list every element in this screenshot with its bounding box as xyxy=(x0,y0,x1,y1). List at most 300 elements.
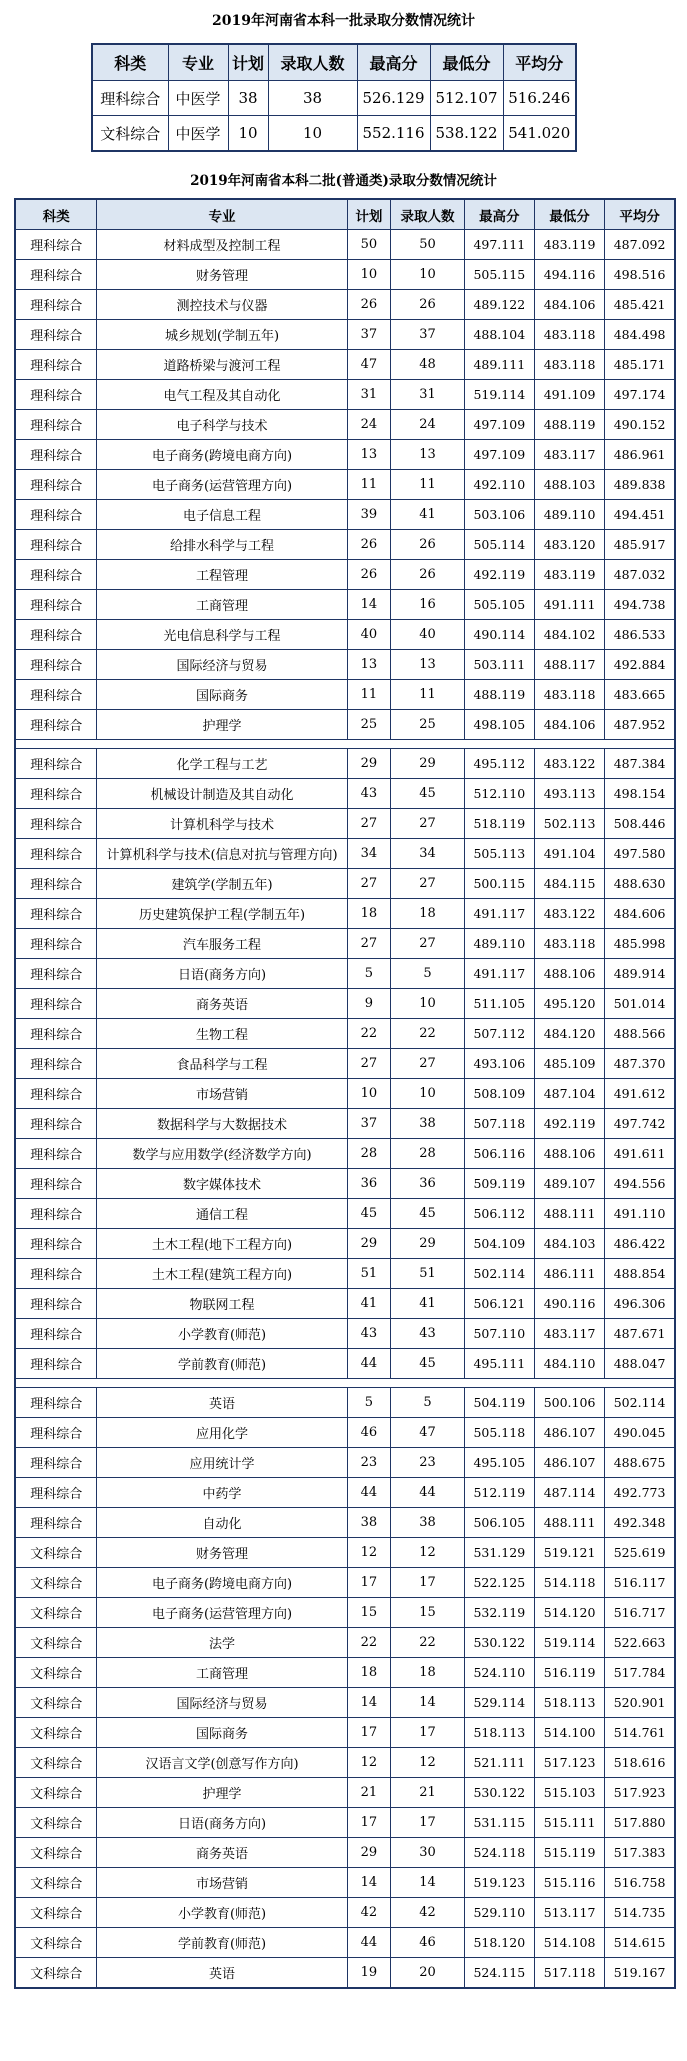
separator-cell xyxy=(15,1379,675,1388)
cell-plan: 12 xyxy=(347,1538,391,1568)
header-min: 最低分 xyxy=(430,44,503,81)
table-row xyxy=(15,1229,675,1259)
cell-min-score: 495.120 xyxy=(534,989,604,1019)
cell-major: 土木工程(地下工程方向) xyxy=(97,1229,347,1259)
cell-max-score: 493.106 xyxy=(464,1049,534,1079)
cell-category: 文科综合 xyxy=(15,1658,97,1688)
cell-max-score: 526.129 xyxy=(357,81,430,116)
table-row xyxy=(15,710,675,740)
table-row xyxy=(15,1448,675,1478)
cell-major: 英语 xyxy=(97,1388,347,1418)
cell-category: 理科综合 xyxy=(15,779,97,809)
cell-max-score: 492.110 xyxy=(464,470,534,500)
cell-avg-score: 487.092 xyxy=(605,230,675,260)
cell-plan: 17 xyxy=(347,1718,391,1748)
cell-admitted: 45 xyxy=(391,1199,464,1229)
cell-avg-score: 486.961 xyxy=(605,440,675,470)
cell-admitted: 12 xyxy=(391,1748,464,1778)
cell-admitted: 38 xyxy=(268,81,357,116)
cell-max-score: 507.112 xyxy=(464,1019,534,1049)
cell-avg-score: 485.917 xyxy=(605,530,675,560)
cell-plan: 27 xyxy=(347,929,391,959)
cell-avg-score: 490.045 xyxy=(605,1418,675,1448)
cell-admitted: 43 xyxy=(391,1319,464,1349)
cell-admitted: 38 xyxy=(391,1109,464,1139)
cell-plan: 26 xyxy=(347,530,391,560)
cell-category: 理科综合 xyxy=(15,470,97,500)
table-row xyxy=(15,1259,675,1289)
cell-category: 理科综合 xyxy=(15,440,97,470)
cell-max-score: 531.115 xyxy=(464,1808,534,1838)
cell-avg-score: 485.998 xyxy=(605,929,675,959)
cell-category: 理科综合 xyxy=(15,1448,97,1478)
cell-plan: 25 xyxy=(347,710,391,740)
table-row xyxy=(15,440,675,470)
cell-max-score: 505.115 xyxy=(464,260,534,290)
table-row xyxy=(15,410,675,440)
cell-major: 商务英语 xyxy=(97,989,347,1019)
table-row xyxy=(15,500,675,530)
cell-max-score: 511.105 xyxy=(464,989,534,1019)
cell-admitted: 21 xyxy=(391,1778,464,1808)
cell-max-score: 532.119 xyxy=(464,1598,534,1628)
cell-major: 国际经济与贸易 xyxy=(97,650,347,680)
cell-min-score: 502.113 xyxy=(534,809,604,839)
cell-avg-score: 514.735 xyxy=(605,1898,675,1928)
cell-category: 理科综合 xyxy=(15,320,97,350)
cell-plan: 44 xyxy=(347,1928,391,1958)
cell-plan: 21 xyxy=(347,1778,391,1808)
cell-plan: 47 xyxy=(347,350,391,380)
cell-category: 理科综合 xyxy=(15,380,97,410)
table-row xyxy=(15,1808,675,1838)
cell-category: 文科综合 xyxy=(15,1598,97,1628)
cell-category: 理科综合 xyxy=(15,500,97,530)
cell-max-score: 512.110 xyxy=(464,779,534,809)
cell-category: 理科综合 xyxy=(15,290,97,320)
cell-plan: 41 xyxy=(347,1289,391,1319)
cell-major: 护理学 xyxy=(97,710,347,740)
cell-plan: 38 xyxy=(228,81,268,116)
cell-plan: 43 xyxy=(347,1319,391,1349)
cell-admitted: 10 xyxy=(391,989,464,1019)
cell-major: 英语 xyxy=(97,1958,347,1989)
cell-category: 理科综合 xyxy=(15,839,97,869)
cell-major: 化学工程与工艺 xyxy=(97,749,347,779)
table-row xyxy=(15,1778,675,1808)
cell-category: 文科综合 xyxy=(15,1778,97,1808)
cell-avg-score: 497.580 xyxy=(605,839,675,869)
cell-min-score: 489.107 xyxy=(534,1169,604,1199)
cell-min-score: 486.107 xyxy=(534,1418,604,1448)
cell-category: 理科综合 xyxy=(15,1259,97,1289)
cell-min-score: 488.103 xyxy=(534,470,604,500)
cell-major: 物联网工程 xyxy=(97,1289,347,1319)
cell-avg-score: 516.758 xyxy=(605,1868,675,1898)
cell-min-score: 483.122 xyxy=(534,749,604,779)
table-row xyxy=(15,1199,675,1229)
cell-min-score: 489.110 xyxy=(534,500,604,530)
cell-admitted: 17 xyxy=(391,1568,464,1598)
table-row xyxy=(15,1388,675,1418)
cell-avg-score: 492.773 xyxy=(605,1478,675,1508)
cell-admitted: 27 xyxy=(391,1049,464,1079)
cell-plan: 14 xyxy=(347,590,391,620)
cell-max-score: 508.109 xyxy=(464,1079,534,1109)
cell-min-score: 487.114 xyxy=(534,1478,604,1508)
cell-min-score: 514.120 xyxy=(534,1598,604,1628)
cell-major: 电子信息工程 xyxy=(97,500,347,530)
cell-admitted: 14 xyxy=(391,1868,464,1898)
cell-avg-score: 486.422 xyxy=(605,1229,675,1259)
table-row xyxy=(15,350,675,380)
cell-plan: 40 xyxy=(347,620,391,650)
cell-avg-score: 491.110 xyxy=(605,1199,675,1229)
table-row xyxy=(15,680,675,710)
cell-admitted: 45 xyxy=(391,1349,464,1379)
table-row xyxy=(15,650,675,680)
table-row xyxy=(15,869,675,899)
first-batch-table xyxy=(91,43,577,152)
cell-plan: 13 xyxy=(347,650,391,680)
table-row xyxy=(15,1079,675,1109)
section-separator xyxy=(15,1379,675,1388)
cell-avg-score: 487.032 xyxy=(605,560,675,590)
cell-major: 小学教育(师范) xyxy=(97,1898,347,1928)
header-plan: 计划 xyxy=(228,44,268,81)
cell-major: 国际商务 xyxy=(97,680,347,710)
cell-category: 理科综合 xyxy=(15,809,97,839)
cell-avg-score: 487.952 xyxy=(605,710,675,740)
cell-plan: 27 xyxy=(347,809,391,839)
cell-admitted: 17 xyxy=(391,1808,464,1838)
cell-min-score: 515.116 xyxy=(534,1868,604,1898)
cell-avg-score: 508.446 xyxy=(605,809,675,839)
cell-min-score: 486.107 xyxy=(534,1448,604,1478)
cell-plan: 45 xyxy=(347,1199,391,1229)
cell-avg-score: 497.174 xyxy=(605,380,675,410)
cell-major: 工商管理 xyxy=(97,590,347,620)
cell-avg-score: 518.616 xyxy=(605,1748,675,1778)
cell-min-score: 488.106 xyxy=(534,959,604,989)
cell-min-score: 491.104 xyxy=(534,839,604,869)
cell-major: 应用统计学 xyxy=(97,1448,347,1478)
cell-admitted: 5 xyxy=(391,959,464,989)
cell-min-score: 483.122 xyxy=(534,899,604,929)
cell-major: 学前教育(师范) xyxy=(97,1928,347,1958)
cell-avg-score: 494.451 xyxy=(605,500,675,530)
cell-major: 日语(商务方向) xyxy=(97,959,347,989)
cell-plan: 44 xyxy=(347,1349,391,1379)
cell-major: 日语(商务方向) xyxy=(97,1808,347,1838)
cell-admitted: 31 xyxy=(391,380,464,410)
cell-category: 理科综合 xyxy=(15,350,97,380)
cell-category: 理科综合 xyxy=(15,929,97,959)
cell-max-score: 507.110 xyxy=(464,1319,534,1349)
cell-max-score: 488.104 xyxy=(464,320,534,350)
table-row xyxy=(15,1139,675,1169)
cell-min-score: 483.118 xyxy=(534,929,604,959)
header-major: 专业 xyxy=(97,199,347,230)
cell-plan: 27 xyxy=(347,869,391,899)
cell-min-score: 513.117 xyxy=(534,1898,604,1928)
cell-max-score: 518.119 xyxy=(464,809,534,839)
cell-avg-score: 525.619 xyxy=(605,1538,675,1568)
cell-category: 理科综合 xyxy=(15,1109,97,1139)
cell-min-score: 491.111 xyxy=(534,590,604,620)
cell-min-score: 483.117 xyxy=(534,440,604,470)
section-separator xyxy=(15,740,675,749)
cell-avg-score: 517.383 xyxy=(605,1838,675,1868)
cell-max-score: 505.118 xyxy=(464,1418,534,1448)
cell-plan: 38 xyxy=(347,1508,391,1538)
cell-category: 理科综合 xyxy=(15,989,97,1019)
cell-max-score: 509.119 xyxy=(464,1169,534,1199)
cell-max-score: 503.111 xyxy=(464,650,534,680)
cell-category: 理科综合 xyxy=(15,1019,97,1049)
table-row xyxy=(15,470,675,500)
cell-min-score: 514.108 xyxy=(534,1928,604,1958)
cell-major: 建筑学(学制五年) xyxy=(97,869,347,899)
cell-max-score: 492.119 xyxy=(464,560,534,590)
cell-avg-score: 514.761 xyxy=(605,1718,675,1748)
table1-header-row xyxy=(92,44,576,81)
table-row xyxy=(15,1658,675,1688)
cell-max-score: 504.109 xyxy=(464,1229,534,1259)
cell-category: 文科综合 xyxy=(15,1838,97,1868)
cell-max-score: 505.113 xyxy=(464,839,534,869)
cell-plan: 24 xyxy=(347,410,391,440)
cell-plan: 17 xyxy=(347,1808,391,1838)
cell-avg-score: 496.306 xyxy=(605,1289,675,1319)
cell-admitted: 18 xyxy=(391,899,464,929)
cell-plan: 18 xyxy=(347,899,391,929)
cell-min-score: 484.102 xyxy=(534,620,604,650)
cell-admitted: 26 xyxy=(391,530,464,560)
cell-avg-score: 492.884 xyxy=(605,650,675,680)
cell-category: 理科综合 xyxy=(15,260,97,290)
cell-min-score: 483.119 xyxy=(534,560,604,590)
cell-admitted: 13 xyxy=(391,650,464,680)
cell-plan: 34 xyxy=(347,839,391,869)
cell-plan: 51 xyxy=(347,1259,391,1289)
cell-category: 理科综合 xyxy=(15,680,97,710)
table-row xyxy=(15,530,675,560)
table-row xyxy=(15,290,675,320)
cell-admitted: 26 xyxy=(391,290,464,320)
cell-category: 理科综合 xyxy=(15,899,97,929)
cell-max-score: 518.120 xyxy=(464,1928,534,1958)
cell-avg-score: 485.421 xyxy=(605,290,675,320)
cell-category: 文科综合 xyxy=(15,1628,97,1658)
cell-min-score: 492.119 xyxy=(534,1109,604,1139)
cell-major: 电气工程及其自动化 xyxy=(97,380,347,410)
cell-major: 小学教育(师范) xyxy=(97,1319,347,1349)
cell-category: 文科综合 xyxy=(15,1688,97,1718)
cell-avg-score: 488.630 xyxy=(605,869,675,899)
cell-admitted: 25 xyxy=(391,710,464,740)
cell-category: 理科综合 xyxy=(15,869,97,899)
table-row xyxy=(15,1928,675,1958)
cell-max-score: 505.114 xyxy=(464,530,534,560)
cell-max-score: 524.110 xyxy=(464,1658,534,1688)
table-row xyxy=(15,1628,675,1658)
cell-max-score: 506.112 xyxy=(464,1199,534,1229)
cell-plan: 22 xyxy=(347,1019,391,1049)
table-row xyxy=(15,1868,675,1898)
cell-category: 文科综合 xyxy=(15,1568,97,1598)
cell-category: 文科综合 xyxy=(15,1808,97,1838)
cell-avg-score: 488.675 xyxy=(605,1448,675,1478)
cell-major: 电子商务(运营管理方向) xyxy=(97,470,347,500)
cell-max-score: 506.105 xyxy=(464,1508,534,1538)
cell-plan: 11 xyxy=(347,470,391,500)
cell-min-score: 484.103 xyxy=(534,1229,604,1259)
cell-avg-score: 501.014 xyxy=(605,989,675,1019)
cell-plan: 12 xyxy=(347,1748,391,1778)
cell-plan: 36 xyxy=(347,1169,391,1199)
cell-min-score: 483.120 xyxy=(534,530,604,560)
cell-avg-score: 487.671 xyxy=(605,1319,675,1349)
cell-plan: 42 xyxy=(347,1898,391,1928)
cell-admitted: 22 xyxy=(391,1628,464,1658)
cell-max-score: 519.114 xyxy=(464,380,534,410)
cell-category: 理科综合 xyxy=(15,620,97,650)
cell-plan: 17 xyxy=(347,1568,391,1598)
cell-admitted: 45 xyxy=(391,779,464,809)
cell-plan: 29 xyxy=(347,1229,391,1259)
cell-major: 历史建筑保护工程(学制五年) xyxy=(97,899,347,929)
cell-major: 汽车服务工程 xyxy=(97,929,347,959)
cell-major: 应用化学 xyxy=(97,1418,347,1448)
cell-avg-score: 497.742 xyxy=(605,1109,675,1139)
cell-avg-score: 488.047 xyxy=(605,1349,675,1379)
cell-plan: 44 xyxy=(347,1478,391,1508)
cell-max-score: 491.117 xyxy=(464,959,534,989)
cell-plan: 29 xyxy=(347,1838,391,1868)
cell-category: 理科综合 xyxy=(15,1418,97,1448)
cell-avg-score: 489.914 xyxy=(605,959,675,989)
cell-min-score: 483.117 xyxy=(534,1319,604,1349)
cell-admitted: 36 xyxy=(391,1169,464,1199)
cell-major: 计算机科学与技术 xyxy=(97,809,347,839)
cell-admitted: 27 xyxy=(391,809,464,839)
cell-admitted: 27 xyxy=(391,869,464,899)
cell-admitted: 16 xyxy=(391,590,464,620)
cell-max-score: 490.114 xyxy=(464,620,534,650)
cell-min-score: 490.116 xyxy=(534,1289,604,1319)
cell-admitted: 10 xyxy=(391,260,464,290)
cell-min-score: 519.114 xyxy=(534,1628,604,1658)
cell-admitted: 11 xyxy=(391,680,464,710)
cell-max-score: 531.129 xyxy=(464,1538,534,1568)
table-row xyxy=(15,779,675,809)
cell-major: 电子商务(运营管理方向) xyxy=(97,1598,347,1628)
cell-max-score: 495.111 xyxy=(464,1349,534,1379)
cell-category: 理科综合 xyxy=(15,1289,97,1319)
cell-avg-score: 485.171 xyxy=(605,350,675,380)
cell-category: 文科综合 xyxy=(15,1718,97,1748)
cell-admitted: 13 xyxy=(391,440,464,470)
cell-major: 道路桥梁与渡河工程 xyxy=(97,350,347,380)
cell-plan: 11 xyxy=(347,680,391,710)
cell-plan: 14 xyxy=(347,1868,391,1898)
cell-category: 理科综合 xyxy=(15,230,97,260)
cell-min-score: 515.119 xyxy=(534,1838,604,1868)
cell-avg-score: 484.498 xyxy=(605,320,675,350)
cell-min-score: 484.106 xyxy=(534,290,604,320)
cell-category: 理科综合 xyxy=(15,710,97,740)
cell-max-score: 489.110 xyxy=(464,929,534,959)
cell-admitted: 42 xyxy=(391,1898,464,1928)
table-row xyxy=(92,81,576,116)
table-row xyxy=(15,560,675,590)
cell-category: 文科综合 xyxy=(15,1868,97,1898)
cell-major: 法学 xyxy=(97,1628,347,1658)
header-category: 科类 xyxy=(15,199,97,230)
table-row xyxy=(15,590,675,620)
cell-min-score: 484.120 xyxy=(534,1019,604,1049)
table-row xyxy=(15,749,675,779)
cell-plan: 13 xyxy=(347,440,391,470)
cell-major: 市场营销 xyxy=(97,1079,347,1109)
cell-plan: 10 xyxy=(228,116,268,152)
cell-admitted: 14 xyxy=(391,1688,464,1718)
cell-min-score: 515.103 xyxy=(534,1778,604,1808)
cell-major: 机械设计制造及其自动化 xyxy=(97,779,347,809)
cell-min-score: 488.117 xyxy=(534,650,604,680)
header-category: 科类 xyxy=(92,44,168,81)
cell-avg-score: 492.348 xyxy=(605,1508,675,1538)
cell-min-score: 486.111 xyxy=(534,1259,604,1289)
table1-title: 2019年河南省本科一批录取分数情况统计 xyxy=(212,13,475,29)
cell-category: 理科综合 xyxy=(15,1508,97,1538)
table-row xyxy=(15,320,675,350)
cell-major: 城乡规划(学制五年) xyxy=(97,320,347,350)
cell-max-score: 522.125 xyxy=(464,1568,534,1598)
cell-major: 电子科学与技术 xyxy=(97,410,347,440)
table-row xyxy=(15,1538,675,1568)
separator-cell xyxy=(15,740,675,749)
cell-min-score: 516.119 xyxy=(534,1658,604,1688)
table-row xyxy=(15,1019,675,1049)
cell-admitted: 46 xyxy=(391,1928,464,1958)
cell-major: 市场营销 xyxy=(97,1868,347,1898)
cell-category: 理科综合 xyxy=(15,410,97,440)
cell-category: 文科综合 xyxy=(15,1958,97,1989)
table-row xyxy=(15,1718,675,1748)
cell-admitted: 41 xyxy=(391,1289,464,1319)
table-row xyxy=(15,1109,675,1139)
cell-category: 文科综合 xyxy=(15,1538,97,1568)
cell-major: 工程管理 xyxy=(97,560,347,590)
cell-major: 土木工程(建筑工程方向) xyxy=(97,1259,347,1289)
cell-max-score: 497.111 xyxy=(464,230,534,260)
cell-plan: 19 xyxy=(347,1958,391,1989)
cell-min-score: 494.116 xyxy=(534,260,604,290)
cell-category: 理科综合 xyxy=(15,1199,97,1229)
cell-max-score: 530.122 xyxy=(464,1778,534,1808)
cell-max-score: 506.116 xyxy=(464,1139,534,1169)
cell-max-score: 488.119 xyxy=(464,680,534,710)
cell-min-score: 484.115 xyxy=(534,869,604,899)
table-row xyxy=(15,230,675,260)
cell-plan: 27 xyxy=(347,1049,391,1079)
table-row xyxy=(15,1349,675,1379)
table-row xyxy=(15,1598,675,1628)
header-avg: 平均分 xyxy=(605,199,675,230)
header-plan: 计划 xyxy=(347,199,391,230)
